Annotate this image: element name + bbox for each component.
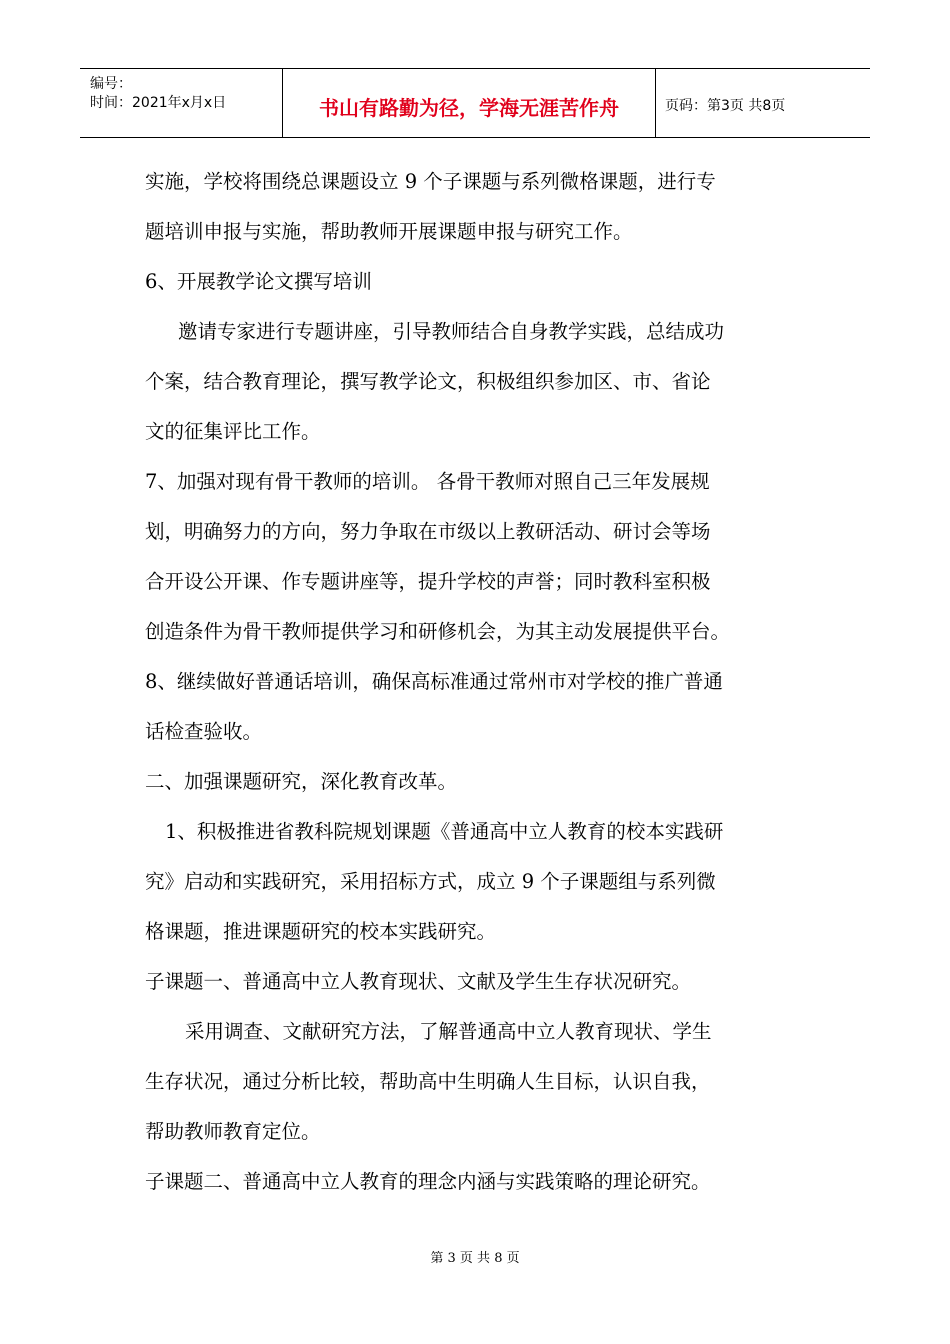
text-line: 8、继续做好普通话培训，确保高标准通过常州市对学校的推广普通 bbox=[145, 670, 723, 693]
text-line: 究》启动和实践研究，采用招标方式，成立 9 个子课题组与系列微 bbox=[145, 870, 716, 893]
header-info-cell bbox=[80, 69, 282, 137]
text-line: 划，明确努力的方向，努力争取在市级以上教研活动、研讨会等场 bbox=[145, 520, 711, 543]
section-heading: 二、加强课题研究，深化教育改革。 bbox=[145, 770, 458, 793]
section-heading: 6、开展教学论文撰写培训 bbox=[145, 270, 372, 293]
header-page-cell bbox=[655, 69, 870, 137]
subtopic-heading: 子课题一、普通高中立人教育现状、文献及学生生存状况研究。 bbox=[145, 970, 692, 993]
page-header bbox=[80, 68, 870, 138]
text-line: 邀请专家进行专题讲座，引导教师结合自身教学实践，总结成功 bbox=[178, 320, 725, 343]
text-line: 1、积极推进省教科院规划课题《普通高中立人教育的校本实践研 bbox=[165, 820, 724, 843]
text-line: 文的征集评比工作。 bbox=[145, 420, 321, 443]
text-line: 话检查验收。 bbox=[145, 720, 263, 743]
text-line: 生存状况，通过分析比较，帮助高中生明确人生目标，认识自我， bbox=[145, 1070, 711, 1093]
text-line: 个案，结合教育理论，撰写教学论文，积极组织参加区、市、省论 bbox=[145, 370, 711, 393]
text-line: 帮助教师教育定位。 bbox=[145, 1120, 321, 1143]
document-date-label: 时间：2021年x月x日 bbox=[90, 95, 227, 111]
text-line: 7、加强对现有骨干教师的培训。 各骨干教师对照自己三年发展规 bbox=[145, 470, 710, 493]
motto-text: 书山有路勤为径，学海无涯苦作舟 bbox=[319, 96, 619, 120]
text-line: 实施，学校将围绕总课题设立 9 个子课题与系列微格课题，进行专 bbox=[145, 170, 716, 193]
subtopic-heading: 子课题二、普通高中立人教育的理念内涵与实践策略的理论研究。 bbox=[145, 1170, 711, 1193]
document-number-label: 编号： bbox=[90, 76, 132, 92]
header-page-label: 页码：第3页 共8页 bbox=[665, 98, 786, 114]
text-line: 采用调查、文献研究方法，了解普通高中立人教育现状、学生 bbox=[185, 1020, 712, 1043]
text-line: 创造条件为骨干教师提供学习和研修机会，为其主动发展提供平台。 bbox=[145, 620, 731, 643]
text-line: 格课题，推进课题研究的校本实践研究。 bbox=[145, 920, 497, 943]
text-line: 合开设公开课、作专题讲座等，提升学校的声誉；同时教科室积极 bbox=[145, 570, 711, 593]
text-line: 题培训申报与实施，帮助教师开展课题申报与研究工作。 bbox=[145, 220, 633, 243]
header-motto-cell bbox=[282, 69, 656, 137]
page-footer: 第 3 页 共 8 页 bbox=[430, 1251, 520, 1266]
